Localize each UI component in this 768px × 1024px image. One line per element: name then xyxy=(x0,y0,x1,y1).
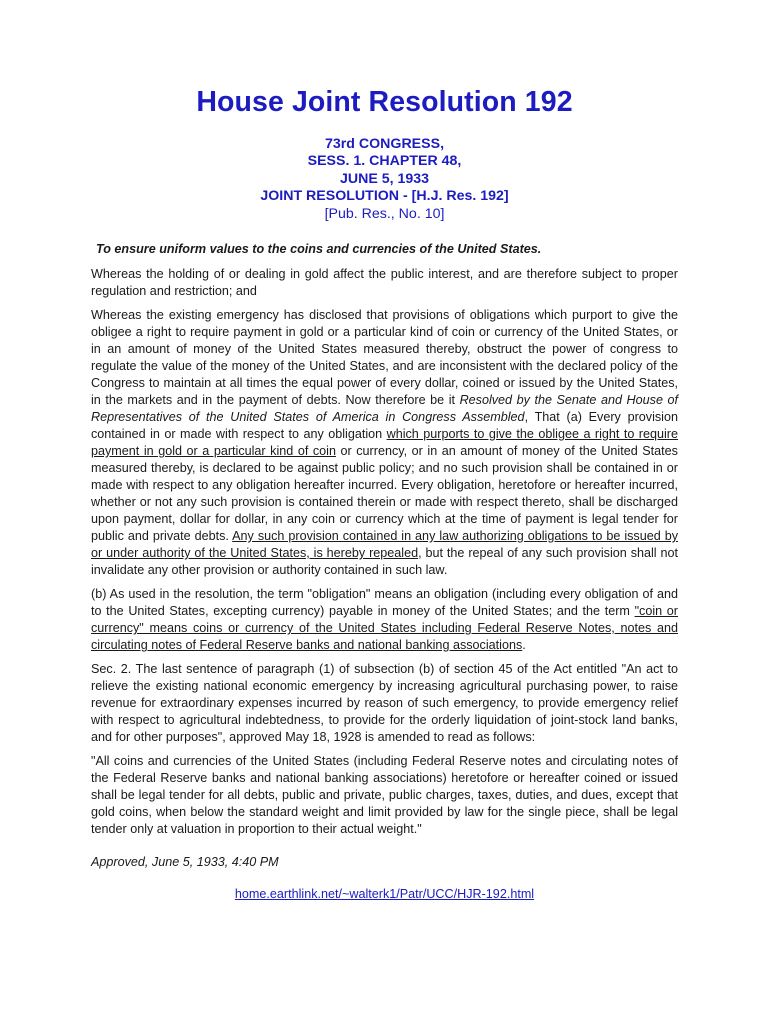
document-title: House Joint Resolution 192 xyxy=(196,86,573,118)
whereas-paragraph-2 xyxy=(91,307,678,579)
section-2-paragraph: Sec. 2. The last sentence of paragraph (1) of subsection (b) of section 45 of the Act entitled "An act to relieve the existing national economic emergency by increasing agricultural purchasing power, to raise revenue for extraordinary expenses incurred by reason of such emergency, to provide emergency relief with respect to agricultural indebtedness, to provide for the orderly liquidation of joint-stock land banks, and for other purposes", approved May 18, 1928 is amended to read as follows: xyxy=(91,662,678,745)
definition-paragraph xyxy=(91,586,678,654)
p2-text-c: , That (a) Every provision contained in or made with respect to any obligation xyxy=(91,410,678,442)
p2-text-e: or currency, or in an amount of money of the United States measured thereby, is declared to be against public policy; and no such provision shall be contained in or made with respect to any obligation hereafter incurred. Every obligation, heretofore or hereafter incurred, whether or not any such provision is contained therein or made with respect thereto, shall be discharged upon payment, dollar for dollar, in any coin or currency which at the time of payment is legal tender for public and private debts. xyxy=(91,444,678,544)
p2-underlined-purport: which purports to give the obligee a right to require payment in gold or a particular kind of coin xyxy=(91,427,679,459)
document-page xyxy=(91,84,678,903)
purpose-statement: To ensure uniform values to the coins and currencies of the United States. xyxy=(96,242,542,257)
p2-underlined-repealed: Any such provision contained in any law authorizing obligations to be issued by or under authority of the United States, is hereby repealed xyxy=(91,529,678,561)
p2-resolved-clause: Resolved by the Senate and House of Representatives of the United States of America in Congress Assembled xyxy=(91,393,678,425)
congress-subheading xyxy=(91,136,678,223)
p3-text-a: (b) As used in the resolution, the term "obligation" means an obligation (including every obligation of and to the United States, excepting currency) payable in money of the United States; and the term xyxy=(91,587,678,619)
session-chapter-line: SESS. 1. CHAPTER 48, xyxy=(307,153,462,170)
approved-line: Approved, June 5, 1933, 4:40 PM xyxy=(91,855,279,870)
whereas-paragraph-1: Whereas the holding of or dealing in gold affect the public interest, and are therefore subject to proper regulation and restriction; and xyxy=(91,267,678,299)
p3-underlined-coin-currency: "coin or currency" means coins or currency of the United States including Federal Reserve Notes, notes and circulating notes of Federal Reserve banks and national banking associations xyxy=(91,604,678,653)
joint-resolution-line: JOINT RESOLUTION - [H.J. Res. 192] xyxy=(260,188,509,205)
p2-text-a: Whereas the existing emergency has disclosed that provisions of obligations which purport to give the obligee a right to require payment in gold or a particular kind of coin or currency of the United States, or in an amount of money of the United States measured thereby, obstruct the power of congress to regulate the value of the money of the United States, and are inconsistent with the declared policy of the Congress to maintain at all times the equal power of every dollar, coined or issued by the United States, in the markets and in the payment of debts. Now therefore be it xyxy=(91,308,678,408)
date-line: JUNE 5, 1933 xyxy=(339,170,430,187)
p3-text-c: . xyxy=(522,638,526,653)
source-link[interactable]: home.earthlink.net/~walterk1/Patr/UCC/HJR-192.html xyxy=(234,887,535,902)
p2-text-g: , but the repeal of any such provision shall not invalidate any other provision or authority contained in such law. xyxy=(91,546,679,578)
legal-tender-quote: "All coins and currencies of the United States (including Federal Reserve notes and circulating notes of the Federal Reserve banks and national banking associations) heretofore or hereafter coined or issued shall be legal tender for all debts, public and private, public charges, taxes, duties, and dues, except that gold coins, when below the standard weight and limit provided by law for the single piece, shall be legal tender only at valuation in proportion to their actual weight." xyxy=(91,754,678,837)
congress-line: 73rd CONGRESS, xyxy=(324,136,445,152)
pub-res-line: [Pub. Res., No. 10] xyxy=(324,205,445,222)
